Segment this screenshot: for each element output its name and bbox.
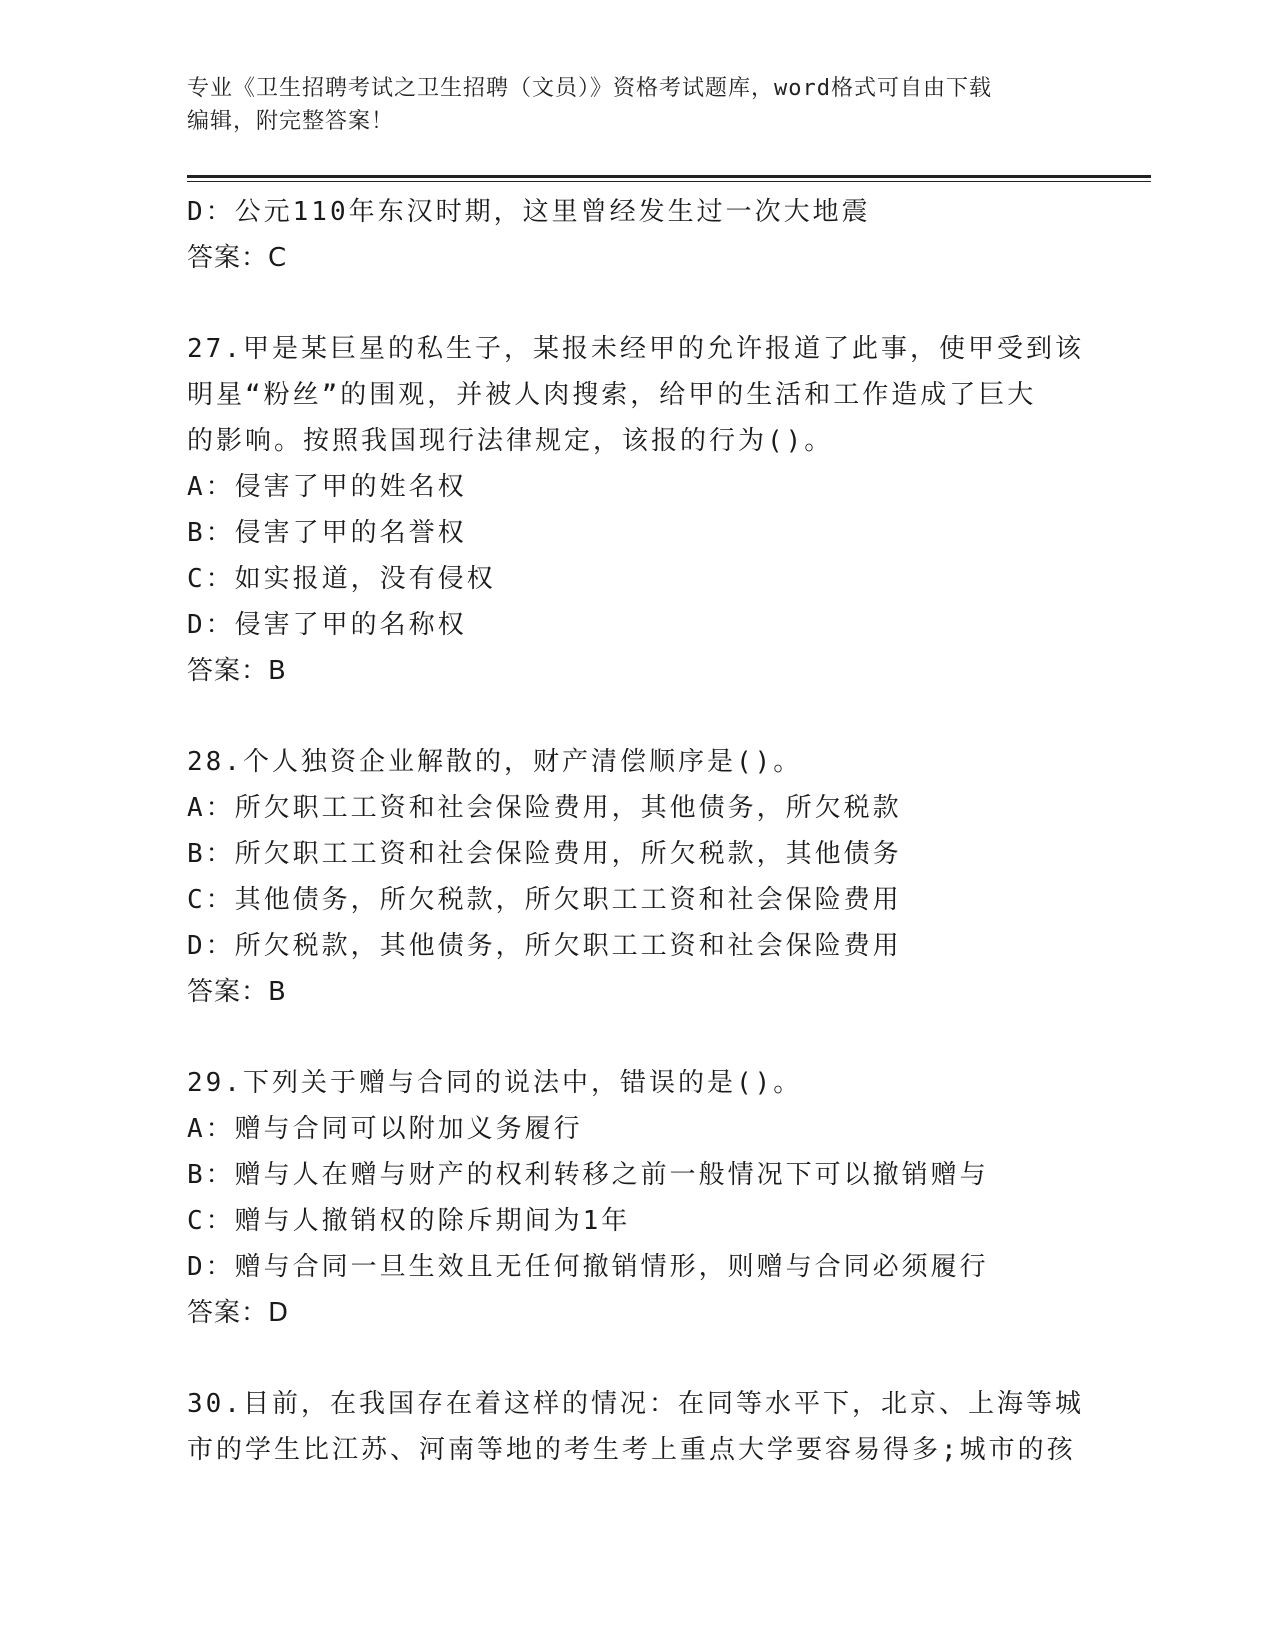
- document-header: [187, 72, 1067, 138]
- q28-option-c: C：其他债务，所欠税款，所欠职工工资和社会保险费用: [187, 885, 902, 915]
- q27-option-c: C：如实报道，没有侵权: [187, 564, 496, 594]
- header-line-1: 专业《卫生招聘考试之卫生招聘（文员）》资格考试题库，word格式可自由下载: [187, 76, 992, 101]
- prev-answer: 答案：C: [187, 243, 288, 273]
- question-30: [187, 1381, 1087, 1473]
- q28-option-b: B：所欠职工工资和社会保险费用，所欠税款，其他债务: [187, 839, 902, 869]
- prev-option-d: D：公元110年东汉时期，这里曾经发生过一次大地震: [187, 197, 871, 227]
- header-divider-thin: [187, 181, 1151, 182]
- question-content: [187, 189, 1087, 1473]
- q27-option-d: D：侵害了甲的名称权: [187, 610, 467, 640]
- q27-option-b: B：侵害了甲的名誉权: [187, 518, 467, 548]
- q29-answer: 答案：D: [187, 1298, 290, 1328]
- question-27: [187, 326, 1087, 694]
- q29-option-a: A：赠与合同可以附加义务履行: [187, 1114, 583, 1144]
- q28-option-a: A：所欠职工工资和社会保险费用，其他债务，所欠税款: [187, 793, 902, 823]
- q27-stem-line-2: 明星“粉丝”的围观，并被人肉搜索，给甲的生活和工作造成了巨大: [187, 380, 1037, 410]
- q27-answer: 答案：B: [187, 656, 287, 686]
- q27-option-a: A：侵害了甲的姓名权: [187, 472, 467, 502]
- header-line-2: 编辑，附完整答案！: [187, 109, 395, 134]
- q29-option-b: B：赠与人在赠与财产的权利转移之前一般情况下可以撤销赠与: [187, 1160, 989, 1190]
- q28-stem-line-1: 28.个人独资企业解散的，财产清偿顺序是()。: [187, 747, 803, 777]
- q28-option-d: D：所欠税款，其他债务，所欠职工工资和社会保险费用: [187, 931, 902, 961]
- q29-option-c: C：赠与人撤销权的除斥期间为1年: [187, 1206, 631, 1236]
- q27-stem-line-1: 27.甲是某巨星的私生子，某报未经甲的允许报道了此事，使甲受到该: [187, 334, 1084, 364]
- q29-option-d: D：赠与合同一旦生效且无任何撤销情形，则赠与合同必须履行: [187, 1252, 989, 1282]
- q30-stem-line-1: 30.目前，在我国存在着这样的情况：在同等水平下，北京、上海等城: [187, 1389, 1084, 1419]
- q29-stem-line-1: 29.下列关于赠与合同的说法中，错误的是()。: [187, 1068, 803, 1098]
- header-divider-thick: [187, 175, 1151, 178]
- q28-answer: 答案：B: [187, 977, 287, 1007]
- question-28: [187, 739, 1087, 1015]
- q30-stem-line-2: 市的学生比江苏、河南等地的考生考上重点大学要容易得多;城市的孩: [187, 1435, 1076, 1465]
- question-29: [187, 1060, 1087, 1336]
- q27-stem-line-3: 的影响。按照我国现行法律规定，该报的行为()。: [187, 426, 834, 456]
